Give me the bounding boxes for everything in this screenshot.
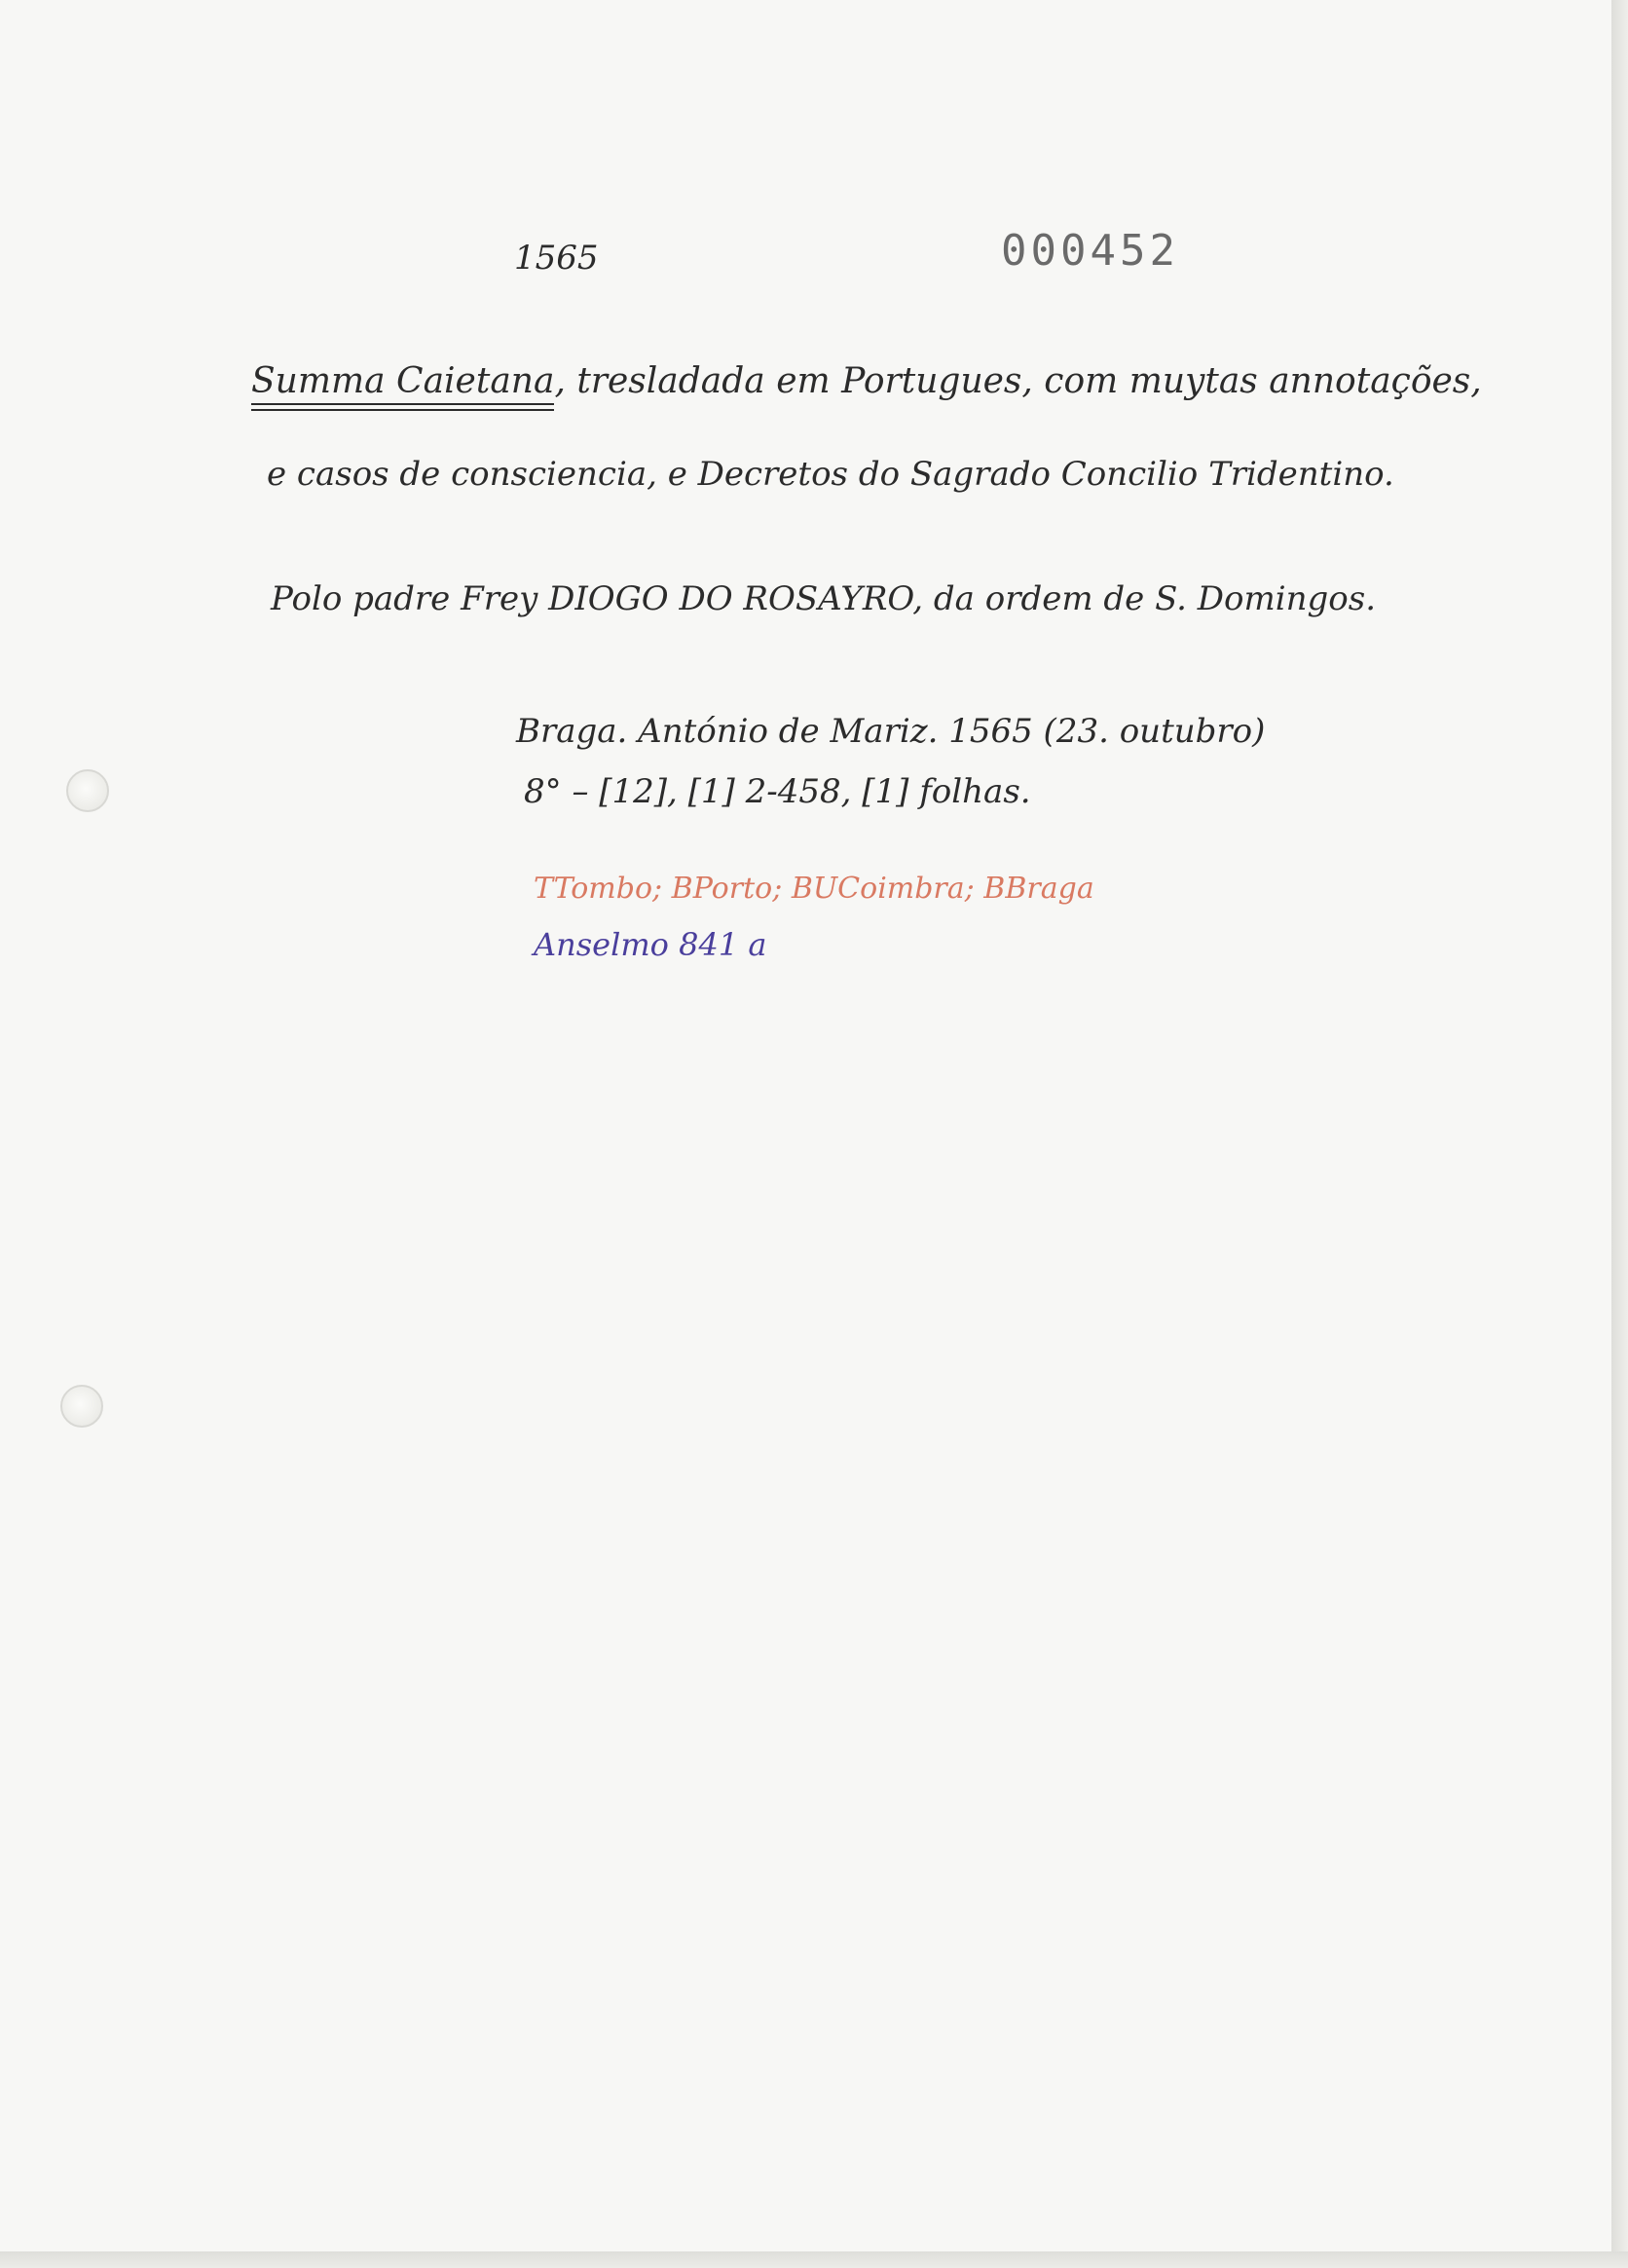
punch-hole — [60, 1385, 103, 1428]
title-line-1 — [251, 361, 1482, 405]
author-statement: Polo padre Frey DIOGO DO ROSAYRO, da ordem de S. Domingos. — [271, 579, 1377, 618]
imprint: Braga. António de Mariz. 1565 (23. outubro) — [516, 712, 1266, 751]
holdings-list: TTombo; BPorto; BUCoimbra; BBraga — [534, 872, 1094, 906]
punch-hole — [66, 769, 109, 812]
publication-year: 1565 — [514, 239, 599, 278]
title-line-2: e casos de consciencia, e Decretos do Sagrado Concilio Tridentino. — [267, 455, 1394, 494]
collation: 8° – [12], [1] 2-458, [1] folhas. — [524, 772, 1031, 811]
work-title: Summa Caietana — [251, 364, 554, 405]
title-continuation: , tresladada em Portugues, com muytas annotações, — [554, 361, 1482, 401]
page-edge-shadow — [1611, 0, 1628, 2268]
catalog-number-stamp: 000452 — [1001, 226, 1179, 276]
bibliographic-reference: Anselmo 841 a — [534, 926, 767, 963]
page-bottom-shadow — [0, 2251, 1628, 2268]
